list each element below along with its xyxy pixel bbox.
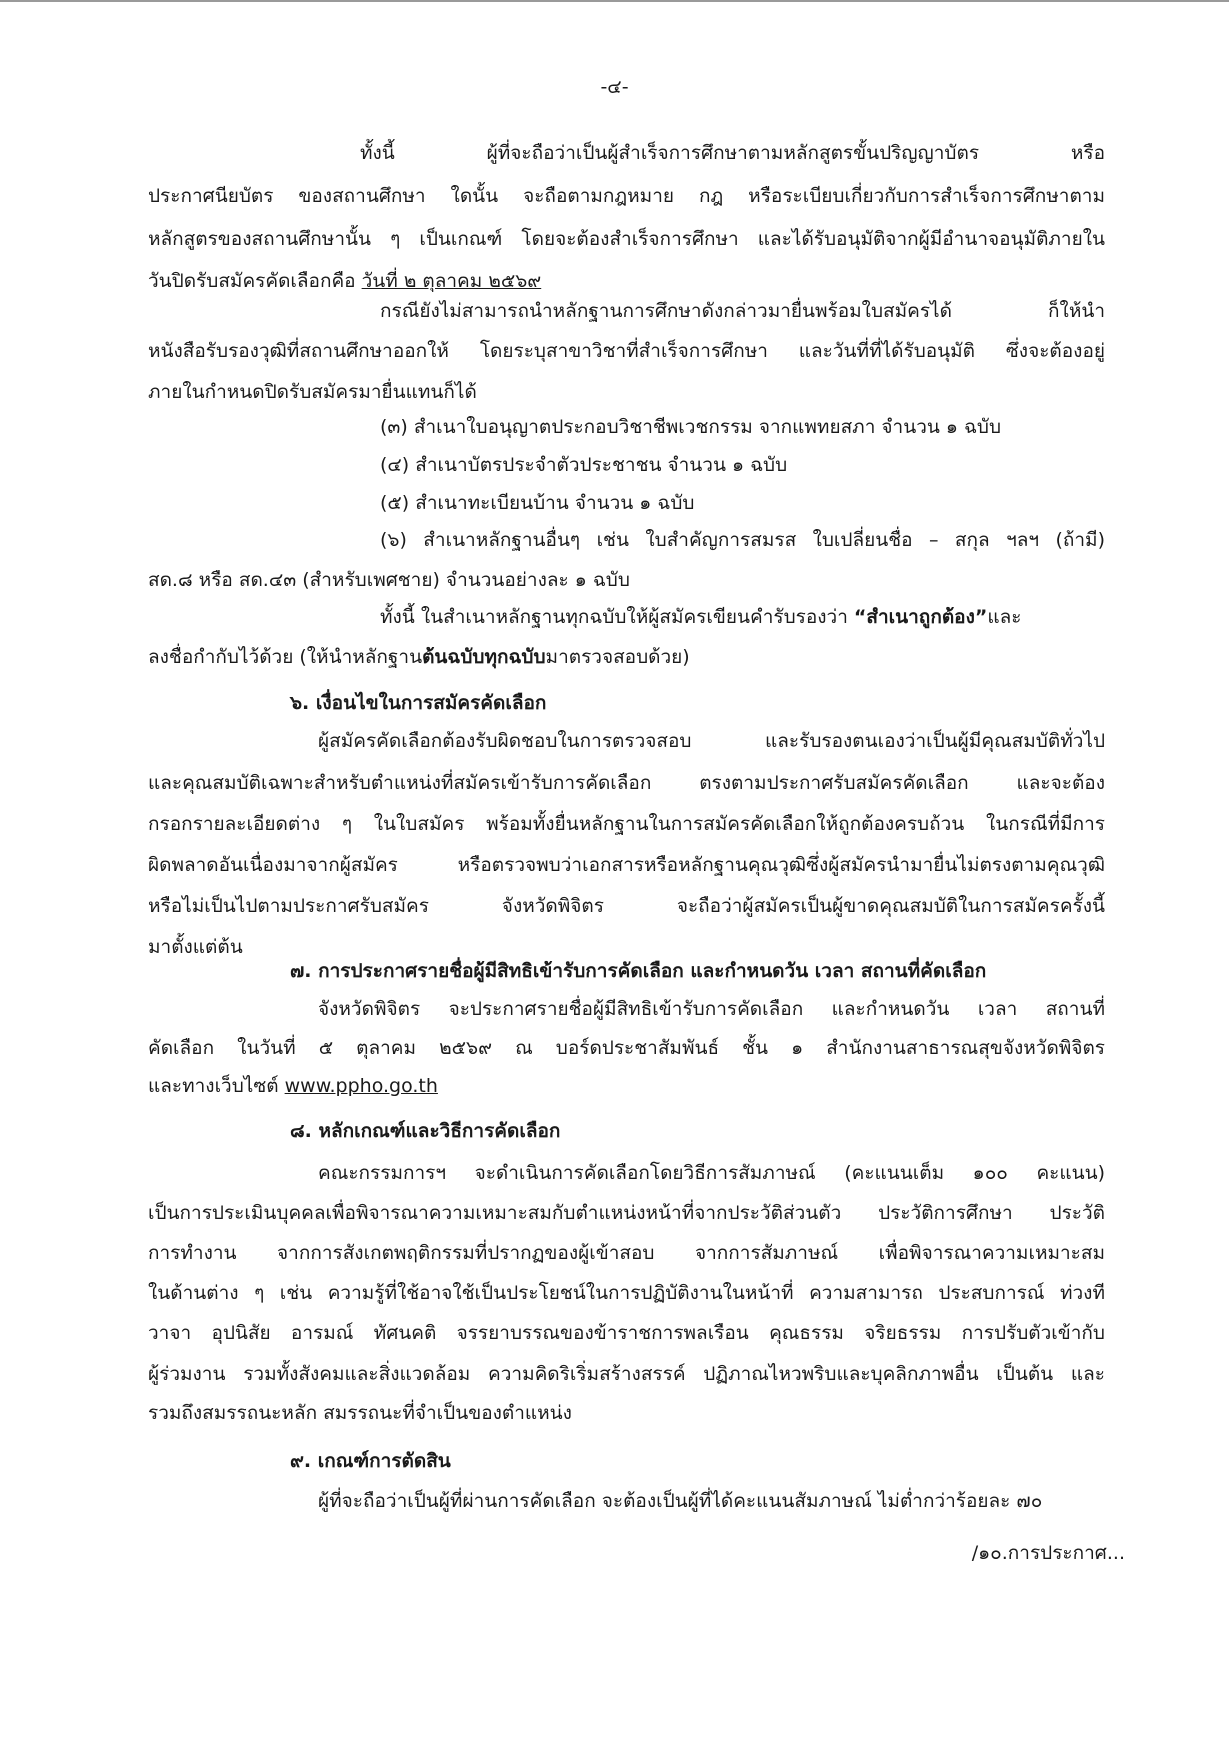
certify-text: ทั้งนี้ ในสำเนาหลักฐานทุกฉบับให้ผู้สมัครเขียนคำรับรองว่า [380,606,854,628]
website-label: และทางเว็บไซต์ [148,1075,285,1097]
sec8-line1: คณะกรรมการฯ จะดำเนินการคัดเลือกโดยวิธีการสัมภาษณ์ (คะแนนเต็ม ๑๐๐ คะแนน) [318,1162,1105,1184]
sec7-line2: คัดเลือก ในวันที่ ๕ ตุลาคม ๒๕๖๙ ณ บอร์ดประชาสัมพันธ์ ชั้น ๑ สำนักงานสาธารณสุขจังหวัดพิจิตร [148,1037,1105,1059]
para1-line3: หลักสูตรของสถานศึกษานั้น ๆ เป็นเกณฑ์ โดยจะต้องสำเร็จการศึกษา และได้รับอนุมัติจากผู้มีอำนาจอนุมัติภายใน [148,228,1105,250]
sec7-heading: ๗. การประกาศรายชื่อผู้มีสิทธิเข้ารับการคัดเลือก และกำหนดวัน เวลา สถานที่คัดเลือก [290,960,987,982]
sec8-heading: ๘. หลักเกณฑ์และวิธีการคัดเลือก [290,1120,561,1142]
sec6-line2: และคุณสมบัติเฉพาะสำหรับตำแหน่งที่สมัครเข้ารับการคัดเลือก ตรงตามประกาศรับสมัครคัดเลือก และจะต้อง [148,772,1105,794]
sec6-line5: หรือไม่เป็นไปตามประกาศรับสมัคร จังหวัดพิจิตร จะถือว่าผู้สมัครเป็นผู้ขาดคุณสมบัติในการสมัครครั้งนี้ [148,895,1105,917]
top-border [0,0,1229,2]
certify-text2: ลงชื่อกำกับไว้ด้วย (ให้นำหลักฐาน [148,646,423,668]
para1-line2: ประกาศนียบัตร ของสถานศึกษา ใดนั้น จะถือตามกฎหมาย กฎ หรือระเบียบเกี่ยวกับการสำเร็จการศึกษาตาม [148,185,1105,207]
item-6-line2: สด.๘ หรือ สด.๔๓ (สำหรับเพศชาย) จำนวนอย่างละ ๑ ฉบับ [148,569,630,591]
certify-text3: มาตรวจสอบด้วย) [545,646,690,668]
original-docs: ต้นฉบับทุกฉบับ [422,646,546,668]
sec8-line5: วาจา อุปนิสัย อารมณ์ ทัศนคติ จรรยาบรรณของข้าราชการพลเรือน คุณธรรม จริยธรรม การปรับตัวเข้ากับ [148,1322,1105,1344]
page-number: -๔- [600,76,629,98]
sec6-line4: ผิดพลาดอันเนื่องมาจากผู้สมัคร หรือตรวจพบว่าเอกสารหรือหลักฐานคุณวุฒิซึ่งผู้สมัครนำมายื่นไม่ตรงตามคุณวุฒิ [148,854,1105,876]
para2-line3: ภายในกำหนดปิดรับสมัครมายื่นแทนก็ได้ [148,381,477,403]
sec9-heading: ๙. เกณฑ์การตัดสิน [290,1450,451,1472]
closing-date-label: วันปิดรับสมัครคัดเลือกคือ [148,270,362,292]
sec8-line3: การทำงาน จากการสังเกตพฤติกรรมที่ปรากฏของผู้เข้าสอบ จากการสัมภาษณ์ เพื่อพิจารณาความเหมาะสม [148,1242,1105,1264]
certify-phrase: “สำเนาถูกต้อง” [853,606,988,628]
item-4: (๔) สำเนาบัตรประจำตัวประชาชน จำนวน ๑ ฉบับ [380,454,788,476]
website-link[interactable]: www.ppho.go.th [284,1075,438,1097]
para2-line1: กรณียังไม่สามารถนำหลักฐานการศึกษาดังกล่าวมายื่นพร้อมใบสมัครได้ ก็ให้นำ [380,300,1105,322]
sec8-line7: รวมถึงสมรรถนะหลัก สมรรถนะที่จำเป็นของตำแหน่ง [148,1402,572,1424]
certify-line2 [148,644,690,670]
sec7-line3 [148,1073,438,1099]
para1-line1: ทั้งนี้ ผู้ที่จะถือว่าเป็นผู้สำเร็จการศึกษาตามหลักสูตรขั้นปริญญาบัตร หรือ [360,142,1105,164]
certify-line1 [380,604,1021,630]
item-3: (๓) สำเนาใบอนุญาตประกอบวิชาชีพเวชกรรม จากแพทยสภา จำนวน ๑ ฉบับ [380,416,1002,438]
para1-line4 [148,268,541,294]
item-5: (๕) สำเนาทะเบียนบ้าน จำนวน ๑ ฉบับ [380,492,695,514]
closing-date: วันที่ ๒ ตุลาคม ๒๕๖๙ [361,270,542,292]
sec9-line1: ผู้ที่จะถือว่าเป็นผู้ที่ผ่านการคัดเลือก จะต้องเป็นผู้ที่ได้คะแนนสัมภาษณ์ ไม่ต่ำกว่าร้อยละ ๗๐ [318,1490,1043,1512]
certify-and: และ [987,606,1022,628]
continuation-footer: /๑๐.การประกาศ... [971,1542,1125,1564]
sec6-line3: กรอกรายละเอียดต่าง ๆ ในใบสมัคร พร้อมทั้งยื่นหลักฐานในการสมัครคัดเลือกให้ถูกต้องครบถ้วน ในกรณีที่มีการ [148,813,1105,835]
para2-line2: หนังสือรับรองวุฒิที่สถานศึกษาออกให้ โดยระบุสาขาวิชาที่สำเร็จการศึกษา และวันที่ที่ได้รับอนุมัติ ซึ่งจะต้องอยู่ [148,340,1105,362]
sec8-line2: เป็นการประเมินบุคคลเพื่อพิจารณาความเหมาะสมกับตำแหน่งหน้าที่จากประวัติส่วนตัว ประวัติการศึกษา ประวัติ [148,1202,1105,1224]
sec8-line4: ในด้านต่าง ๆ เช่น ความรู้ที่ใช้อาจใช้เป็นประโยชน์ในการปฏิบัติงานในหน้าที่ ความสามารถ ประสบการณ์ ท่วงที [148,1282,1105,1304]
sec6-heading: ๖. เงื่อนไขในการสมัครคัดเลือก [290,692,547,714]
sec6-line1: ผู้สมัครคัดเลือกต้องรับผิดชอบในการตรวจสอบ และรับรองตนเองว่าเป็นผู้มีคุณสมบัติทั่วไป [318,730,1105,752]
item-6-line1: (๖) สำเนาหลักฐานอื่นๆ เช่น ใบสำคัญการสมรส ใบเปลี่ยนชื่อ – สกุล ฯลฯ (ถ้ามี) [380,529,1105,551]
sec6-line6: มาตั้งแต่ต้น [148,936,243,958]
sec7-line1: จังหวัดพิจิตร จะประกาศรายชื่อผู้มีสิทธิเข้ารับการคัดเลือก และกำหนดวัน เวลา สถานที่ [318,998,1105,1020]
sec8-line6: ผู้ร่วมงาน รวมทั้งสังคมและสิ่งแวดล้อม ความคิดริเริ่มสร้างสรรค์ ปฏิภาณไหวพริบและบุคลิกภาพอื่น เป็นต้น และ [148,1363,1105,1385]
